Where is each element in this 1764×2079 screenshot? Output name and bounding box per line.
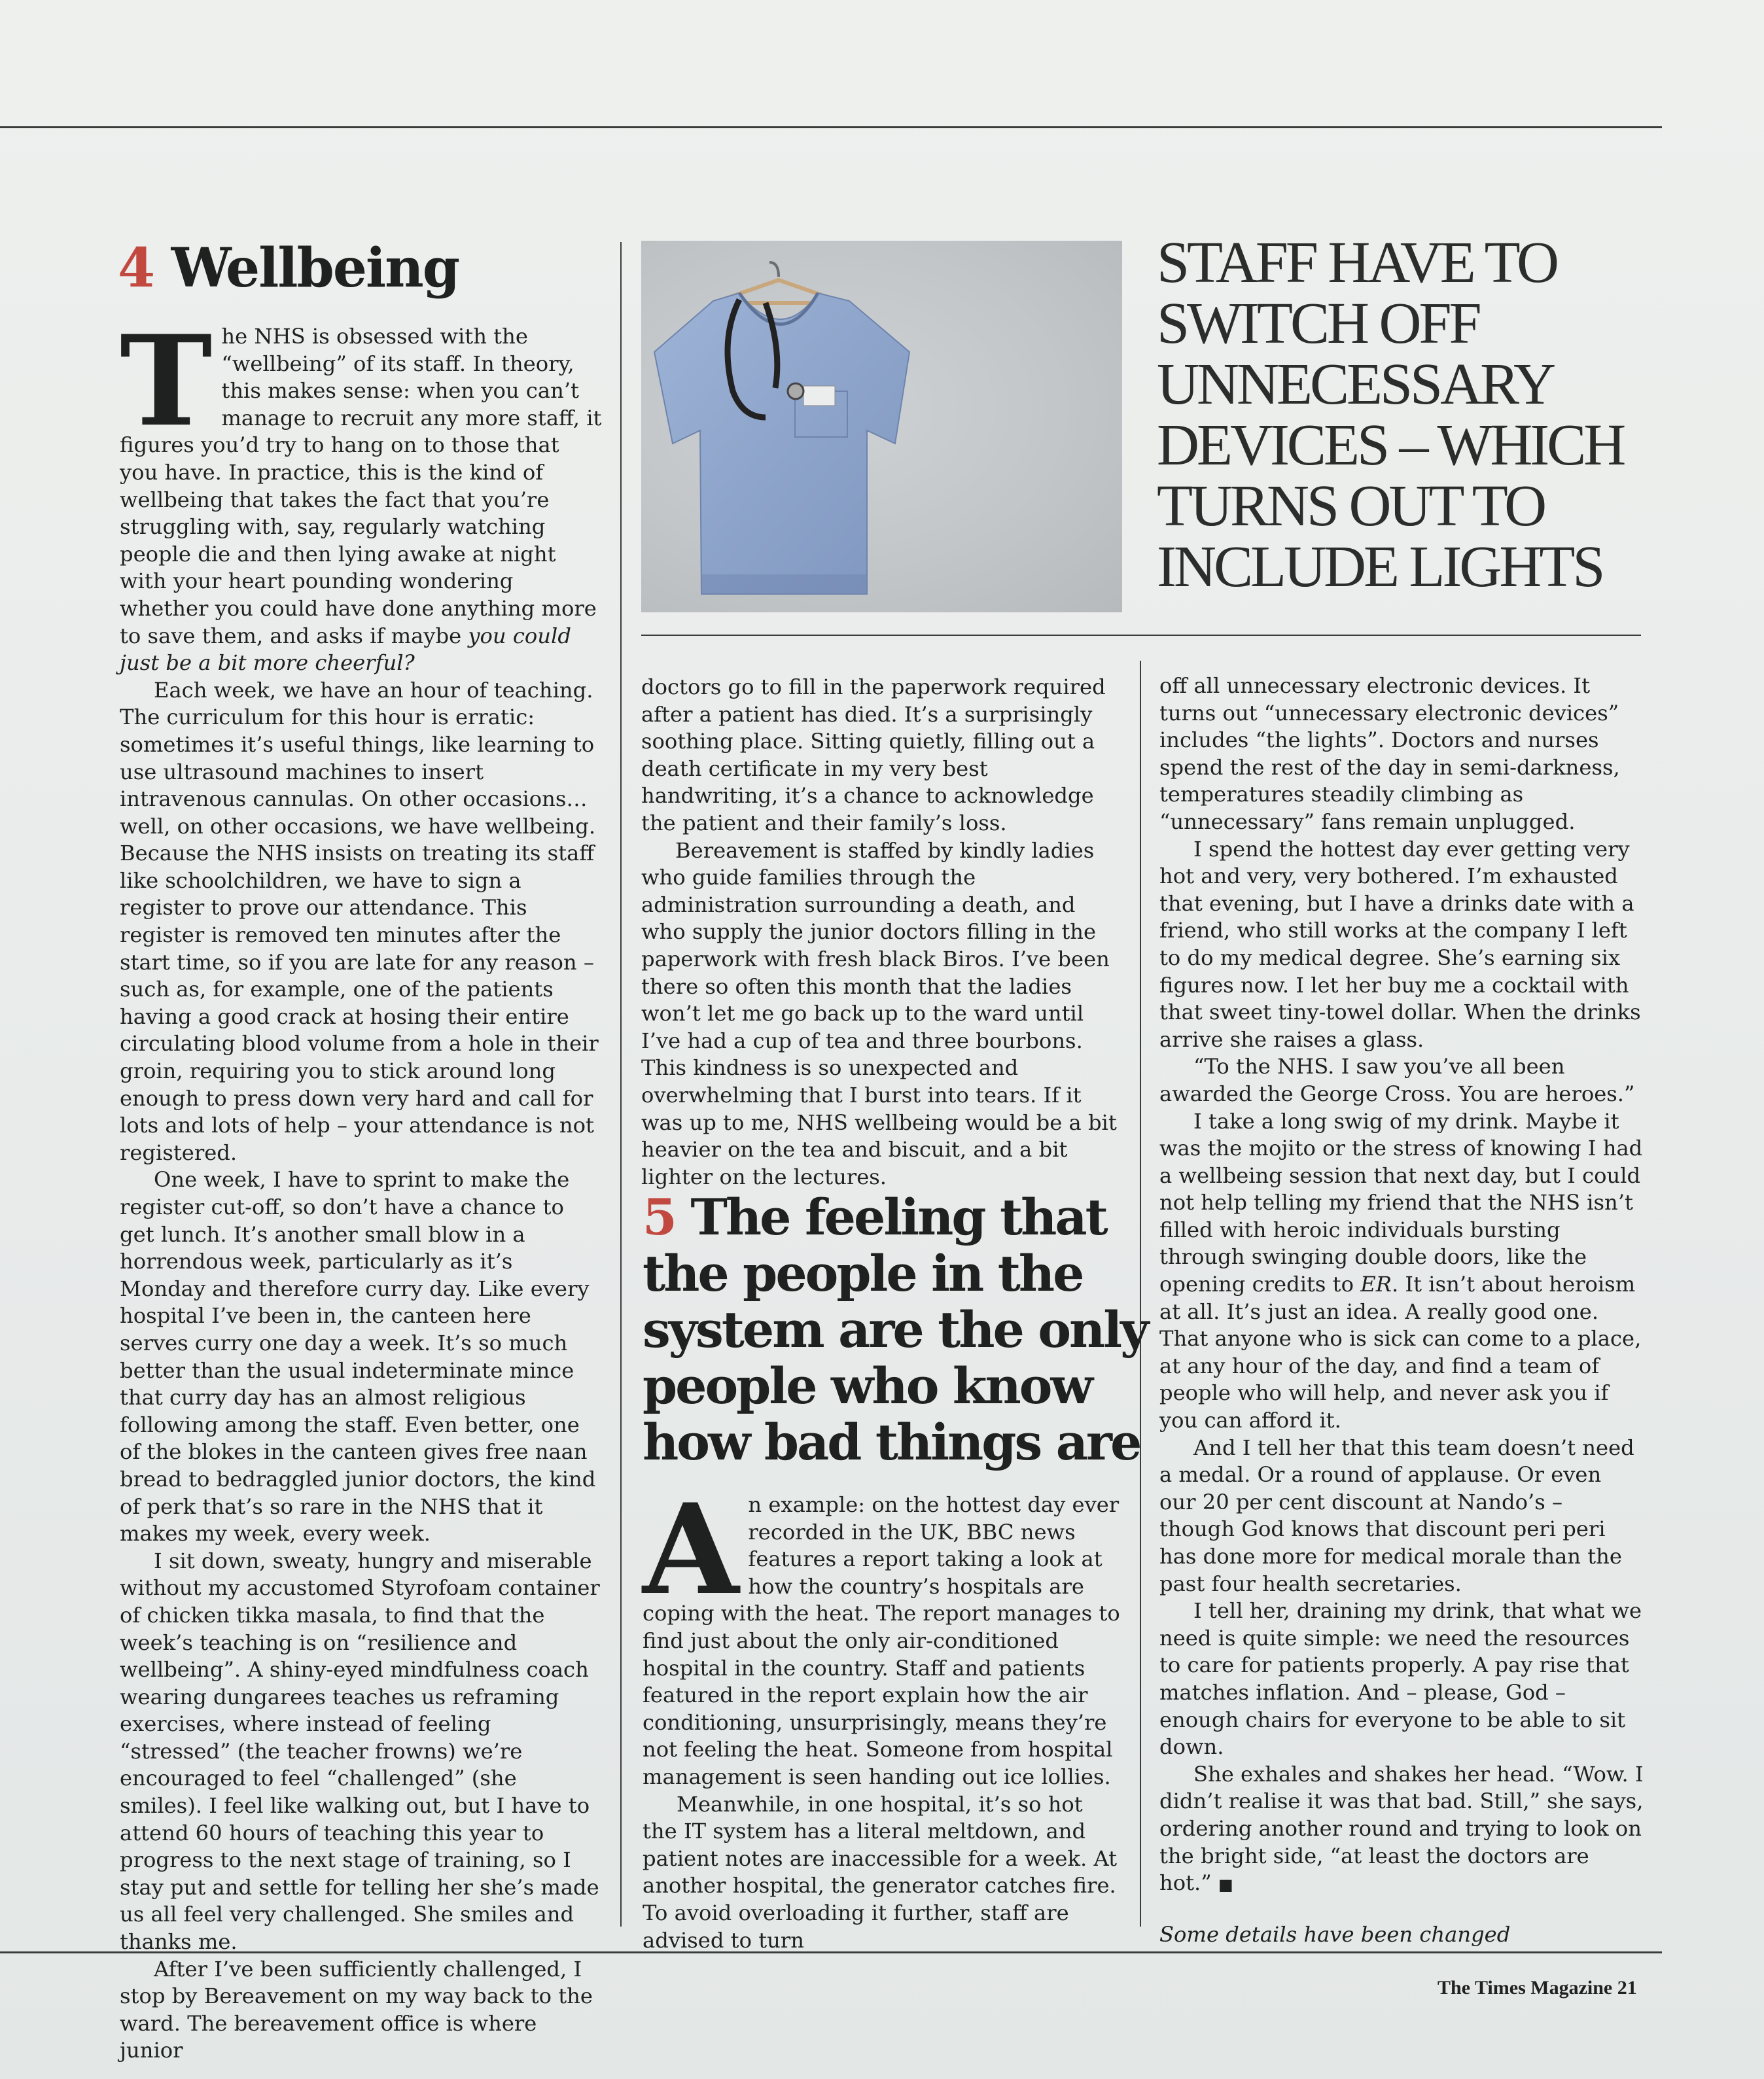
publication-name: The Times Magazine	[1438, 1977, 1613, 1999]
pull-quote	[1157, 232, 1641, 597]
section-title-line: people who know	[643, 1357, 1091, 1415]
pull-quote-line: INCLUDE LIGHTS	[1157, 534, 1603, 599]
editorial-note: Some details have been changed	[1159, 1921, 1511, 1947]
paragraph: Bereavement is staffed by kindly ladies who guide families through the administration surrounding a death, and who supply the junior doctors filling in the paperwork with fresh black Biros. I’ve been there so often this month that the ladies won’t let me go back up to the ward until I’ve had a cup of tea and three bourbons. This kindness is so unexpected and overwhelming that I burst into tears. If it was up to me, NHS wellbeing would be a bit heavier on the tea and biscuit, and a bit lighter on the lectures.	[641, 837, 1117, 1189]
paragraph: doctors go to fill in the paperwork required after a patient has died. It’s a surprisingly soothing place. Sitting quietly, filling out a death certificate in my very best handwriting, it’s a chance to acknowledge the patient and their family’s loss.	[641, 674, 1106, 835]
article-column-3	[1159, 673, 1644, 1948]
section-title-line: how bad things are	[643, 1413, 1140, 1471]
scrubs-illustration	[641, 241, 1122, 612]
dropcap: A	[643, 1476, 739, 1622]
paragraph: After I’ve been sufficiently challenged, I stop by Bereavement on my way back to the ward. The bereavement office is where junior	[120, 1956, 593, 2063]
column-rule-left	[620, 242, 622, 1927]
paragraph: off all unnecessary electronic devices. It turns out “unnecessary electronic devices” includes “the lights”. Doctors and nurses spend the rest of the day in semi-darkness, temperatures steadily climbing as “unnecessary” fans remain unplugged.	[1159, 673, 1620, 834]
section-number: 4	[118, 237, 154, 300]
section-title-line: The feeling that	[690, 1188, 1106, 1246]
pullquote-rule	[641, 635, 1641, 636]
page-number: 21	[1617, 1977, 1637, 1999]
paragraph: She exhales and shakes her head. “Wow. I didn’t realise it was that bad. Still,” she says, ordering another round and trying to look on the bright side, “at least the doctors are hot.” ■	[1159, 1761, 1644, 1896]
paragraph: I sit down, sweaty, hungry and miserable without my accustomed Styrofoam container of chicken tikka masala, to find that the week’s teaching is on “resilience and wellbeing”. A shiny-eyed mindfulness coach wearing dungarees teaches us reframing exercises, where instead of feeling “stressed” (the teacher frowns) we’re encouraged to feel “challenged” (she smiles). I feel like walking out, but I have to attend 60 hours of teaching this year to progress to the next stage of training, so I stay put and settle for telling her she’s made us all feel very challenged. She smiles and thanks me.	[120, 1548, 600, 1955]
section-4-heading	[118, 237, 459, 300]
paragraph: And I tell her that this team doesn’t need a medal. Or a round of applause. Or even our 20 per cent discount at Nando’s – though God knows that discount peri peri has done more for medical morale than the past four health secretaries.	[1159, 1435, 1634, 1596]
paragraph: Meanwhile, in one hospital, it’s so hot the IT system has a literal meltdown, and patient notes are inaccessible for a week. At another hospital, the generator catches fire. To avoid overloading it further, staff are advised to turn	[643, 1791, 1118, 1953]
pull-quote-line: TURNS OUT TO	[1157, 474, 1545, 538]
paragraph: I spend the hottest day ever getting very hot and very, very bothered. I’m exhausted that evening, but I have a drinks date with a friend, who still works at the company I left to do my medical degree. She’s earning six figures now. I let her buy me a cocktail with that sweet tiny-towel dollar. When the drinks arrive she raises a glass.	[1159, 836, 1641, 1052]
paragraph: I take a long swig of my drink. Maybe it was the mojito or the stress of knowing I had a wellbeing session that next day, but I could not help telling my friend that the NHS isn’t filled with heroic individuals bursting through swinging double doors, like the opening credits to ER. It isn’t about heroism at all. It’s just an idea. A really good one. That anyone who is sick can come to a place, at any hour of the day, and find a team of people who will help, and never ask you if you can afford it.	[1159, 1108, 1643, 1433]
pull-quote-line: STAFF HAVE TO	[1157, 230, 1557, 295]
section-title-line: system are the only	[643, 1301, 1148, 1359]
end-mark: ■	[1218, 1876, 1233, 1895]
page-footer	[1438, 1977, 1637, 1999]
section-number: 5	[643, 1188, 675, 1246]
paragraph: Each week, we have an hour of teaching. The curriculum for this hour is erratic: sometimes it’s useful things, like learning to use ultrasound machines to insert intravenous cannulas. On other occasions… well, on other occasions, we have wellbeing. Because the NHS insists on treating its staff like schoolchildren, we have to sign a register to prove our attendance. This register is removed ten minutes after the start time, so if you are late for any reason – such as, for example, one of the patients having a good crack at hosing their entire circulating blood volume from a hole in their groin, requiring you to stick around long enough to press down very hard and call for lots and lots of help – your attendance is not registered.	[120, 677, 599, 1165]
section-title-line: the people in the	[643, 1244, 1083, 1302]
top-rule	[0, 126, 1662, 128]
section-5-heading	[643, 1189, 1147, 1471]
pull-quote-line: SWITCH OFF	[1157, 291, 1479, 356]
article-column-1	[120, 308, 602, 2065]
paragraph: An example: on the hottest day ever recorded in the UK, BBC news features a report taking a look at how the country’s hospitals are coping with the heat. The report manages to find just about the only air-conditioned hospital in the country. Staff and patients featured in the report explain how the air conditioning, unsurprisingly, means they’re not feeling the heat. Someone from hospital management is seen handing out ice lollies.	[643, 1476, 1120, 1789]
pull-quote-line: DEVICES – WHICH	[1157, 413, 1624, 478]
paragraph: One week, I have to sprint to make the register cut-off, so don’t have a chance to get lunch. It’s another small blow in a horrendous week, particularly as it’s Monday and therefore curry day. Like every hospital I’ve been in, the canteen here serves curry one day a week. It’s so much better than the usual indeterminate mince that curry day has an almost religious following among the staff. Even better, one of the blokes in the canteen gives free naan bread to bedraggled junior doctors, the kind of perk that’s so rare in the NHS that it makes my week, every week.	[120, 1167, 596, 1546]
paragraph: I tell her, draining my drink, that what we need is quite simple: we need the resources to care for patients properly. A pay rise that matches inflation. And – please, God – enough chairs for everyone to be able to sit down.	[1159, 1598, 1642, 1760]
paragraph: “To the NHS. I saw you’ve all been awarded the George Cross. You are heroes.”	[1159, 1054, 1635, 1106]
pull-quote-line: UNNECESSARY	[1157, 352, 1554, 417]
dropcap: T	[120, 308, 213, 454]
section-title: Wellbeing	[171, 237, 459, 300]
italic-title: ER	[1360, 1272, 1392, 1297]
article-column-2-continued	[643, 1476, 1122, 1954]
article-column-2	[641, 674, 1122, 1191]
scrubs-photo	[641, 241, 1122, 612]
paragraph: The NHS is obsessed with the “wellbeing” of its staff. In theory, this makes sense: when you can’t manage to recruit any more staff, it figures you’d try to hang on to those that you have. In practice, this is the kind of wellbeing that takes the fact that you’re struggling with, say, regularly watching people die and then lying awake at night with your heart pounding wondering whether you could have done anything more to save them, and asks if maybe you could just be a bit more cheerful?	[120, 308, 602, 676]
italic-phrase: you could just be a bit more cheerful?	[120, 623, 571, 676]
